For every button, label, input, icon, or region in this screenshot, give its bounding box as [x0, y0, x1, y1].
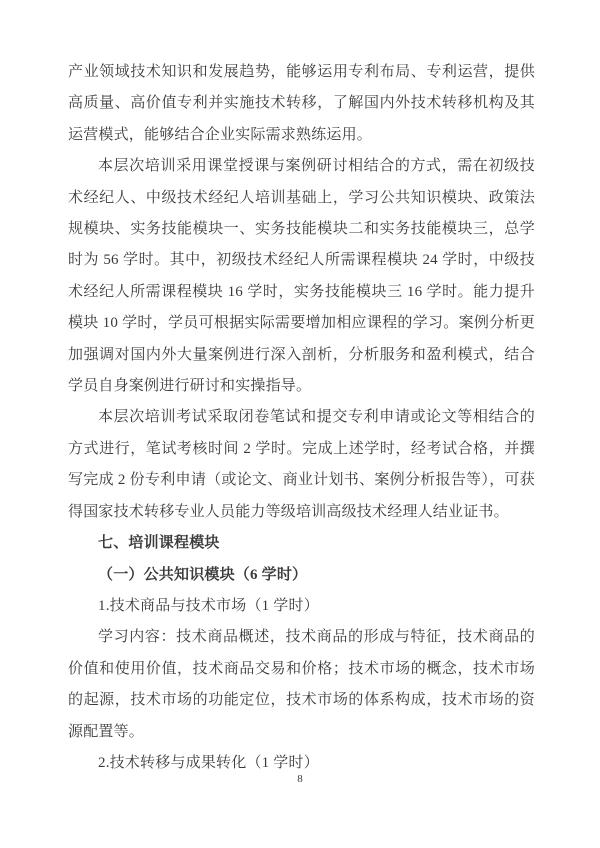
page-number: 8 [297, 773, 303, 785]
subsection-heading-public-knowledge: （一）公共知识模块（6 学时） [98, 566, 308, 583]
course-item-2: 2.技术转移与成果转化（1 学时） [98, 754, 319, 771]
course-item-1: 1.技术商品与技术市场（1 学时） [98, 597, 319, 614]
paragraph-training-method: 本层次培训采用课堂授课与案例研讨相结合的方式，需在初级技术经纪人、中级技术经纪人培训基础上，学习公共知识模块、政策法规模块、实务技能模块一、实务技能模块二和实务技能模块三，总学时为 56 学时。其中，初级技术经纪人所需课程模块 24 学时，中级技术经纪人所需课程模块 16 学时，实务技能模块三 16 学时。能力提升模块 10 学时，学员可根据实际需要增加相应课程的学习。案例分析更加强调对国内外大量案例进行深入剖析，分析服务和盈利模式，结合学员自身案例进行研讨和实操指导。 [68, 158, 535, 395]
paragraph-exam-requirements: 本层次培训考试采取闭卷笔试和提交专利申请或论文等相结合的方式进行，笔试考核时间 2 学时。完成上述学时，经考试合格，并撰写完成 2 份专利申请（或论文、商业计划书、案例分析报告等），可获得国家技术转移专业人员能力等级培训高级技术经理人结业证书。 [68, 409, 535, 520]
paragraph-course-1-content: 学习内容：技术商品概述，技术商品的形成与特征，技术商品的价值和使用价值，技术商品交易和价格；技术市场的概念，技术市场的起源，技术市场的功能定位，技术市场的体系构成，技术市场的资源配置等。 [68, 629, 535, 740]
paragraph-continuation: 产业领域技术知识和发展趋势，能够运用专利布局、专利运营，提供高质量、高价值专利并实施技术转移，了解国内外技术转移机构及其运营模式，能够结合企业实际需求熟练运用。 [68, 64, 535, 143]
section-heading-training-modules: 七、培训课程模块 [98, 535, 220, 552]
